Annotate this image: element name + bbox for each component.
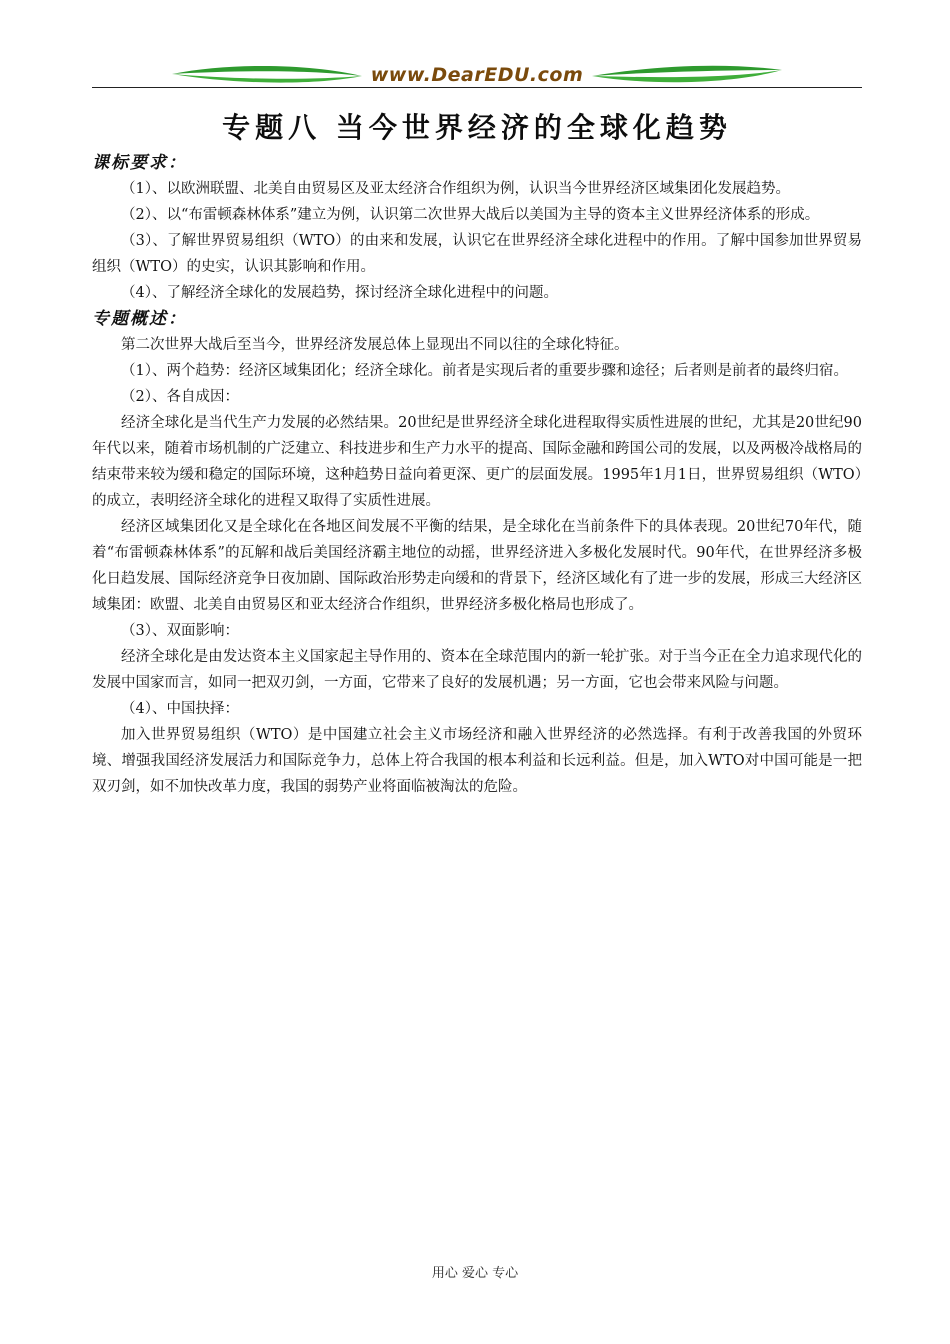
paragraph: （1）、以欧洲联盟、北美自由贸易区及亚太经济合作组织为例，认识当今世界经济区域集团化发展趋势。	[121, 181, 790, 197]
paragraph: （4）、了解经济全球化的发展趋势，探讨经济全球化进程中的问题。	[121, 285, 558, 301]
paragraph: （3）、双面影响：	[121, 623, 239, 639]
paragraph: 经济全球化是当代生产力发展的必然结果。20世纪是世界经济全球化进程取得实质性进展的世纪，尤其是20世纪90年代以来，随着市场机制的广泛建立、科技进步和生产力水平的提高、国际金融和跨国公司的发展，以及两极冷战格局的结束带来较为缓和稳定的国际环境，这种趋势日益向着更深、更广的层面发展。1995年1月1日，世界贸易组织（WTO）的成立，表明经济全球化的进程又取得了实质性进展。	[92, 415, 862, 509]
site-logo-text[interactable]: www.DearEDU.com	[370, 64, 584, 86]
section-topic-overview	[92, 306, 862, 800]
section-curriculum-requirements	[92, 150, 862, 306]
site-header	[92, 58, 862, 90]
paragraph: （4）、中国抉择：	[121, 701, 239, 717]
paragraph: 经济区域集团化又是全球化在各地区间发展不平衡的结果，是全球化在当前条件下的具体表现。20世纪70年代，随着“布雷顿森林体系”的瓦解和战后美国经济霸主地位的动摇，世界经济进入多极化发展时代。90年代，在世界经济多极化日趋发展、国际经济竞争日夜加剧、国际政治形势走向缓和的背景下，经济区域化有了进一步的发展，形成三大经济区域集团：欧盟、北美自由贸易区和亚太经济合作组织，世界经济多极化格局也形成了。	[92, 519, 862, 613]
header-divider	[92, 87, 862, 88]
paragraph: （2）、以“布雷顿森林体系”建立为例，认识第二次世界大战后以美国为主导的资本主义世界经济体系的形成。	[121, 207, 820, 223]
paragraph: 加入世界贸易组织（WTO）是中国建立社会主义市场经济和融入世界经济的必然选择。有利于改善我国的外贸环境、增强我国经济发展活力和国际竞争力，总体上符合我国的根本利益和长远利益。但是，加入WTO对中国可能是一把双刃剑，如不加快改革力度，我国的弱势产业将面临被淘汰的危险。	[92, 727, 862, 795]
paragraph: 第二次世界大战后至当今，世界经济发展总体上显现出不同以往的全球化特征。	[121, 337, 629, 353]
section-heading: 课标要求：	[92, 153, 187, 173]
page-title: 专题八 当今世界经济的全球化趋势	[222, 111, 732, 144]
page-footer: 用心 爱心 专心	[431, 1266, 519, 1281]
section-heading: 专题概述：	[92, 309, 187, 329]
paragraph: （3）、了解世界贸易组织（WTO）的由来和发展，认识它在世界经济全球化进程中的作用。了解中国参加世界贸易组织（WTO）的史实，认识其影响和作用。	[92, 233, 862, 275]
paragraph: （1）、两个趋势：经济区域集团化；经济全球化。前者是实现后者的重要步骤和途径；后者则是前者的最终归宿。	[121, 363, 848, 379]
document-body	[92, 150, 862, 800]
paragraph: 经济全球化是由发达资本主义国家起主导作用的、资本在全球范围内的新一轮扩张。对于当今正在全力追求现代化的发展中国家而言，如同一把双刃剑，一方面，它带来了良好的发展机遇；另一方面，它也会带来风险与问题。	[92, 649, 862, 691]
paragraph: （2）、各自成因：	[121, 389, 239, 405]
